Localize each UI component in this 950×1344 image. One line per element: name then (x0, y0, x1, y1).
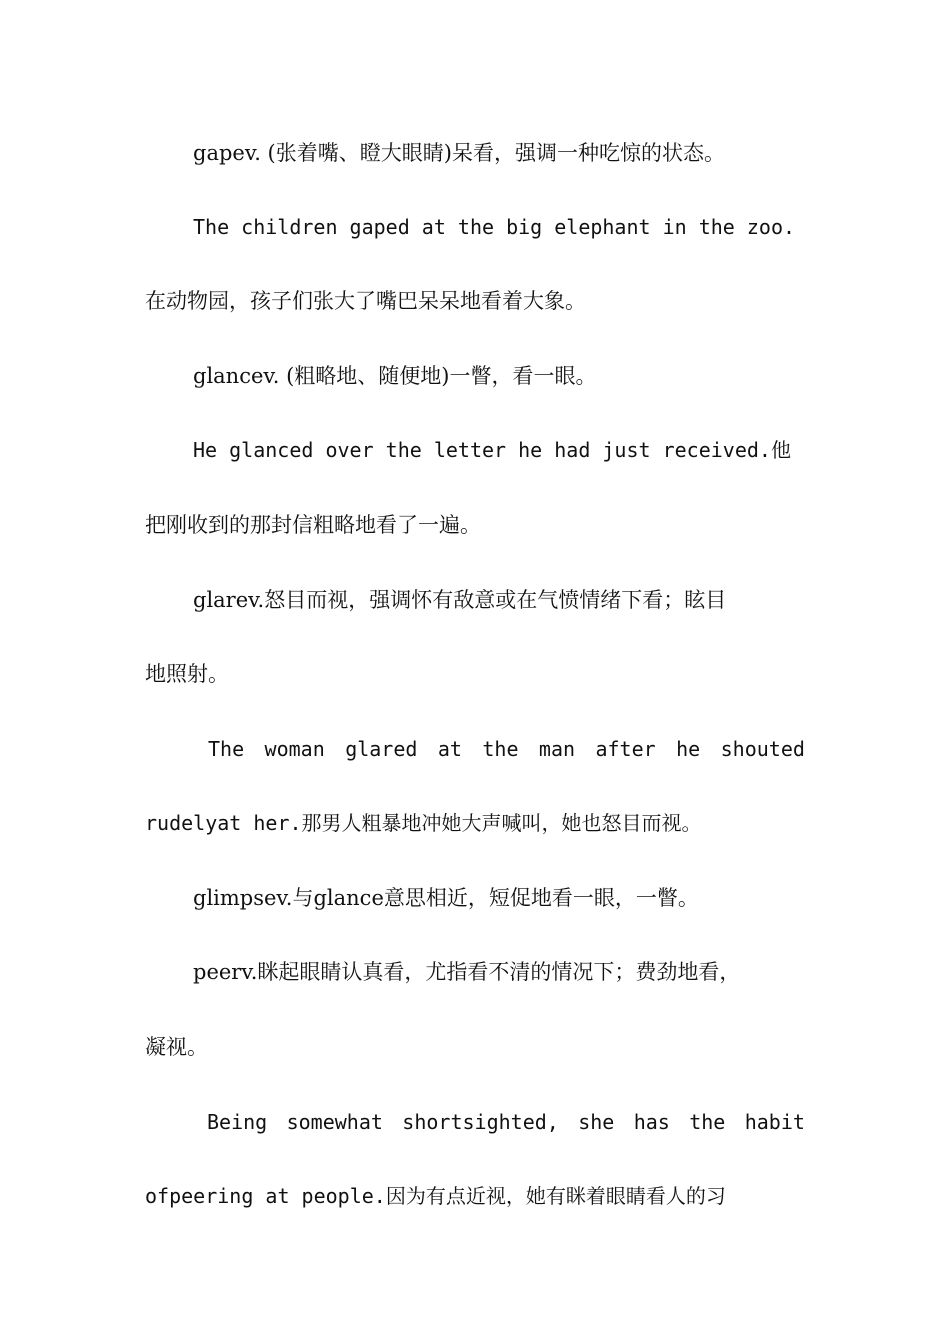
entry-glimpse-definition: glimpsev.与glance意思相近，短促地看一眼，一瞥。 (193, 886, 699, 910)
entry-gape-definition: gapev. (张着嘴、瞪大眼睛)呆看，强调一种吃惊的状态。 (193, 141, 725, 165)
entry-glare-definition-cont: 地照射。 (145, 662, 229, 686)
entry-glare-definition: glarev.怒目而视，强调怀有敌意或在气愤情绪下看；眩目 (193, 588, 727, 612)
example-peer-continued: ofpeering at people.因为有点近视，她有眯着眼睛看人的习 (145, 1184, 726, 1208)
example-glance-chinese: 把刚收到的那封信粗略地看了一遍。 (145, 513, 481, 537)
word: at (437, 737, 462, 761)
example-glare-continued: rudelyat her.那男人粗暴地冲她大声喊叫，她也怒目而视。 (145, 811, 702, 835)
word: she (578, 1110, 615, 1134)
word: glared (345, 737, 418, 761)
word: he (676, 737, 701, 761)
entry-glance-definition: glancev. (粗略地、随便地)一瞥，看一眼。 (193, 364, 597, 388)
word: the (689, 1110, 726, 1134)
entry-peer-definition: peerv.眯起眼睛认真看，尤指看不清的情况下；费劲地看， (193, 960, 741, 984)
word: shortsighted, (402, 1110, 559, 1134)
example-glance-english: He glanced over the letter he had just received.他 (193, 438, 791, 462)
word: the (482, 737, 519, 761)
word: habit (744, 1110, 805, 1134)
word: somewhat (286, 1110, 383, 1134)
word: woman (264, 737, 325, 761)
word: Being (207, 1110, 268, 1134)
example-gape-chinese: 在动物园，孩子们张大了嘴巴呆呆地看着大象。 (145, 289, 586, 313)
example-glare-english (208, 729, 805, 769)
entry-peer-definition-cont: 凝视。 (145, 1035, 208, 1059)
word: has (633, 1110, 670, 1134)
word: after (595, 737, 656, 761)
word: shouted (720, 737, 805, 761)
example-peer-english (207, 1102, 805, 1142)
word: man (538, 737, 576, 761)
example-gape-english: The children gaped at the big elephant in the zoo. (193, 215, 796, 239)
word: The (208, 737, 245, 761)
